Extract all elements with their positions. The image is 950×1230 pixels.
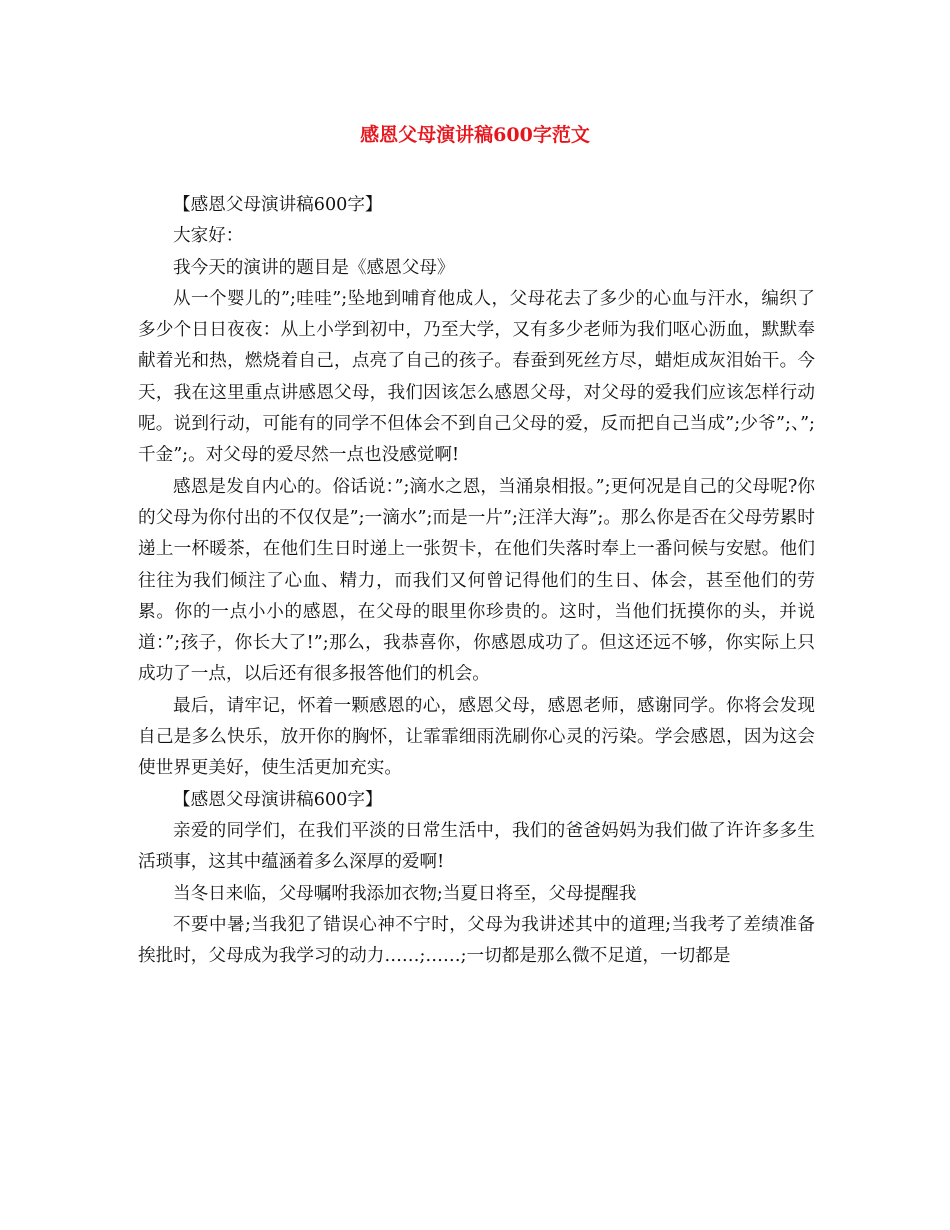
paragraph: 从一个婴儿的”;哇哇”;坠地到哺育他成人，父母花去了多少的心血与汗水，编织了多少个日日夜夜：从上小学到初中，乃至大学，又有多少老师为我们呕心沥血，默默奉献着光和热，燃烧着自己，点亮了自己的孩子。春蚕到死丝方尽，蜡炬成灰泪始干。今天，我在这里重点讲感恩父母，我们因该怎么感恩父母，对父母的爱我们应该怎样行动呢。说到行动，可能有的同学不但体会不到自己父母的爱，反而把自己当成”;少爷”;、”;千金”;。对父母的爱尽然一点也没感觉啊! xyxy=(138,288,815,466)
paragraph: 【感恩父母演讲稿600字】 xyxy=(173,195,383,215)
paragraph: 亲爱的同学们，在我们平淡的日常生活中，我们的爸爸妈妈为我们做了许许多多生活琐事，这其中蕴涵着多么深厚的爱啊! xyxy=(138,820,815,873)
document-title: 感恩父母演讲稿600字范文 xyxy=(360,124,590,146)
paragraph: 感恩是发自内心的。俗话说：”;滴水之恩，当涌泉相报。”;更何况是自己的父母呢?你的父母为你付出的不仅仅是”;一滴水”;而是一片”;汪洋大海”;。那么你是否在父母劳累时递上一杯暖茶，在他们生日时递上一张贺卡，在他们失落时奉上一番问候与安慰。他们往往为我们倾注了心血、精力，而我们又何曾记得他们的生日、体会，甚至他们的劳累。你的一点小小的感恩，在父母的眼里你珍贵的。这时，当他们抚摸你的头，并说道：”;孩子，你长大了!”;那么，我恭喜你，你感恩成功了。但这还远不够，你实际上只成功了一点，以后还有很多报答他们的机会。 xyxy=(138,476,815,685)
paragraph: 不要中暑;当我犯了错误心神不宁时，父母为我讲述其中的道理;当我考了差绩准备挨批时，父母成为我学习的动力……;……;一切都是那么微不足道，一切都是 xyxy=(138,914,815,967)
document-body xyxy=(138,190,815,972)
paragraph: 【感恩父母演讲稿600字】 xyxy=(173,789,383,810)
paragraph: 最后，请牢记，怀着一颗感恩的心，感恩父母，感恩老师，感谢同学。你将会发现自己是多么快乐，放开你的胸怀，让霏霏细雨洗刷你心灵的污染。学会感恩，因为这会使世界更美好，使生活更加充实。 xyxy=(138,695,815,779)
paragraph: 大家好： xyxy=(173,226,244,247)
paragraph: 当冬日来临，父母嘱咐我添加衣物;当夏日将至，父母提醒我 xyxy=(173,883,637,904)
paragraph: 我今天的演讲的题目是《感恩父母》 xyxy=(173,257,455,278)
